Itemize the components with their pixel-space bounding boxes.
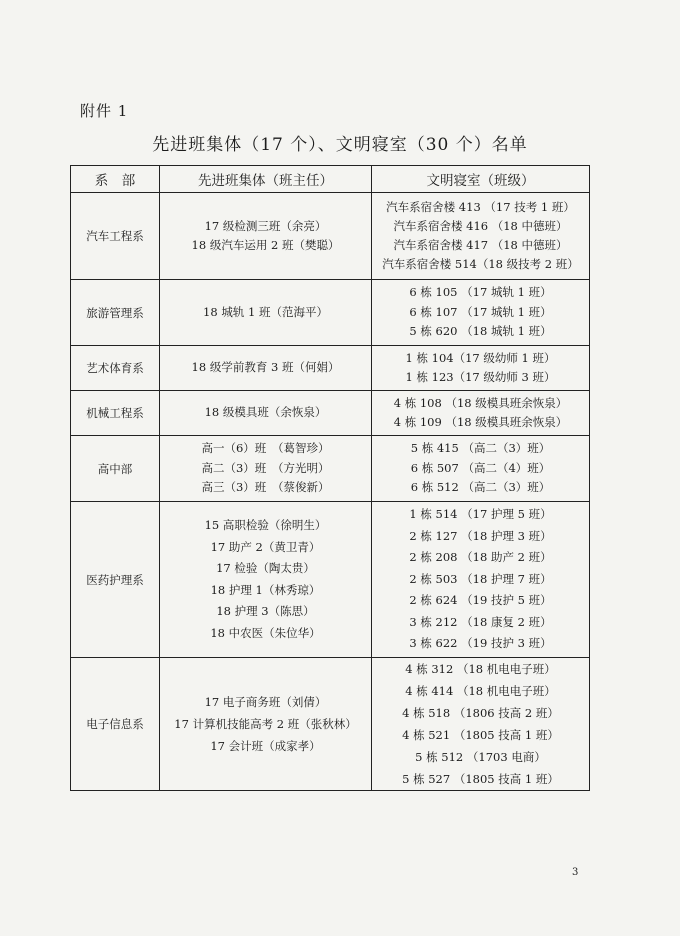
dorm-entry: 1 栋 123（17 级幼师 3 班） xyxy=(405,370,556,384)
class-entry: 18 中农医（朱位华） xyxy=(210,625,321,640)
class-entry: 17 助产 2（黄卫青） xyxy=(210,539,321,554)
table-row xyxy=(71,346,590,391)
dorm-entry: 2 栋 208 （18 助产 2 班） xyxy=(409,550,552,565)
dorm-cell xyxy=(372,658,590,791)
class-cell xyxy=(160,658,372,791)
table-header-row xyxy=(71,166,590,193)
dorm-entry: 3 栋 622 （19 技护 3 班） xyxy=(409,636,552,651)
dorm-entry: 4 栋 109 （18 级模具班余恢泉） xyxy=(393,415,568,429)
dorm-entry: 6 栋 105 （17 城轨 1 班） xyxy=(409,285,552,300)
class-entry: 18 城轨 1 班（范海平） xyxy=(203,304,328,319)
dorm-entry: 1 栋 514 （17 护理 5 班） xyxy=(409,507,552,522)
class-cell xyxy=(160,193,372,280)
dorm-entry: 2 栋 503 （18 护理 7 班） xyxy=(409,571,552,586)
dorm-entry: 4 栋 108 （18 级模具班余恢泉） xyxy=(393,395,568,410)
attachment-label: 附件 1 xyxy=(80,102,129,120)
dorm-cell xyxy=(372,280,590,346)
dorm-entry: 汽车系宿舍楼 514（18 级技考 2 班） xyxy=(382,257,579,271)
class-entry: 17 电子商务班（刘倩） xyxy=(204,695,327,709)
dorm-entry: 5 栋 512 （1703 电商） xyxy=(415,750,546,764)
dorm-cell xyxy=(372,346,590,391)
dorm-entry: 6 栋 107 （17 城轨 1 班） xyxy=(409,304,552,319)
class-entry: 18 级汽车运用 2 班（樊聪） xyxy=(191,238,340,252)
header-dorm: 文明寝室（班级） xyxy=(372,166,590,193)
class-entry: 17 会计班（成家孝） xyxy=(210,739,321,753)
class-cell xyxy=(160,391,372,436)
dorm-entry: 5 栋 415 （高二（3）班） xyxy=(410,441,551,456)
class-entry: 17 检验（陶太贵） xyxy=(216,561,315,575)
class-cell xyxy=(160,346,372,391)
class-entry: 18 级学前教育 3 班（何娟） xyxy=(191,360,340,375)
dorm-cell xyxy=(372,502,590,658)
class-entry: 18 护理 3（陈思） xyxy=(216,604,315,618)
dorm-entry: 5 栋 620 （18 城轨 1 班） xyxy=(409,324,552,339)
class-entry: 18 护理 1（林秀琼） xyxy=(210,582,321,597)
dorm-entry: 6 栋 507 （高二（4）班） xyxy=(410,460,551,475)
dept-cell: 高中部 xyxy=(71,436,160,502)
dorm-entry: 4 栋 312 （18 机电电子班） xyxy=(405,662,556,676)
table-body xyxy=(71,193,590,791)
page-title: 先进班集体（17 个）、文明寝室（30 个）名单 xyxy=(152,135,528,155)
dept-cell: 汽车工程系 xyxy=(71,193,160,280)
class-entry: 高二（3）班 （方光明） xyxy=(201,460,330,475)
table-row xyxy=(71,436,590,502)
dorm-cell xyxy=(372,436,590,502)
class-entry: 高一（6）班 （葛智珍） xyxy=(201,441,330,456)
dept-cell: 艺术体育系 xyxy=(71,346,160,391)
dorm-entry: 汽车系宿舍楼 413 （17 技考 1 班） xyxy=(386,200,575,214)
dorm-entry: 6 栋 512 （高二（3）班） xyxy=(410,480,551,495)
dorm-entry: 汽车系宿舍楼 416 （18 中德班） xyxy=(393,219,568,233)
dorm-entry: 4 栋 521 （1805 技高 1 班） xyxy=(402,728,559,742)
dept-cell: 电子信息系 xyxy=(71,658,160,791)
class-entry: 18 级模具班（余恢泉） xyxy=(204,405,327,420)
class-cell xyxy=(160,280,372,346)
dorm-entry: 4 栋 518 （1806 技高 2 班） xyxy=(402,706,559,720)
dorm-cell xyxy=(372,391,590,436)
header-class: 先进班集体（班主任） xyxy=(160,166,372,193)
header-dept: 系 部 xyxy=(71,166,160,193)
class-cell xyxy=(160,436,372,502)
class-entry: 17 计算机技能高考 2 班（张秋林） xyxy=(174,717,357,731)
dept-cell: 旅游管理系 xyxy=(71,280,160,346)
table-row xyxy=(71,502,590,658)
table-row xyxy=(71,280,590,346)
dorm-entry: 1 栋 104（17 级幼师 1 班） xyxy=(405,350,556,365)
dorm-entry: 3 栋 212 （18 康复 2 班） xyxy=(409,614,552,629)
class-entry: 高三（3）班 （蔡俊新） xyxy=(201,480,330,495)
class-entry: 17 级检测三班（余亮） xyxy=(204,219,327,233)
dept-cell: 医药护理系 xyxy=(71,502,160,658)
table-row xyxy=(71,193,590,280)
dept-cell: 机械工程系 xyxy=(71,391,160,436)
table-row xyxy=(71,391,590,436)
dorm-cell xyxy=(372,193,590,280)
page-number: 3 xyxy=(572,867,579,878)
dorm-entry: 2 栋 127 （18 护理 3 班） xyxy=(409,528,552,543)
class-entry: 15 高职检验（徐明生） xyxy=(204,518,327,532)
class-cell xyxy=(160,502,372,658)
award-table xyxy=(70,165,590,791)
dorm-entry: 4 栋 414 （18 机电电子班） xyxy=(405,684,556,698)
dorm-entry: 2 栋 624 （19 技护 5 班） xyxy=(409,593,552,608)
table-row xyxy=(71,658,590,791)
dorm-entry: 汽车系宿舍楼 417 （18 中德班） xyxy=(393,238,568,252)
dorm-entry: 5 栋 527 （1805 技高 1 班） xyxy=(402,772,559,786)
